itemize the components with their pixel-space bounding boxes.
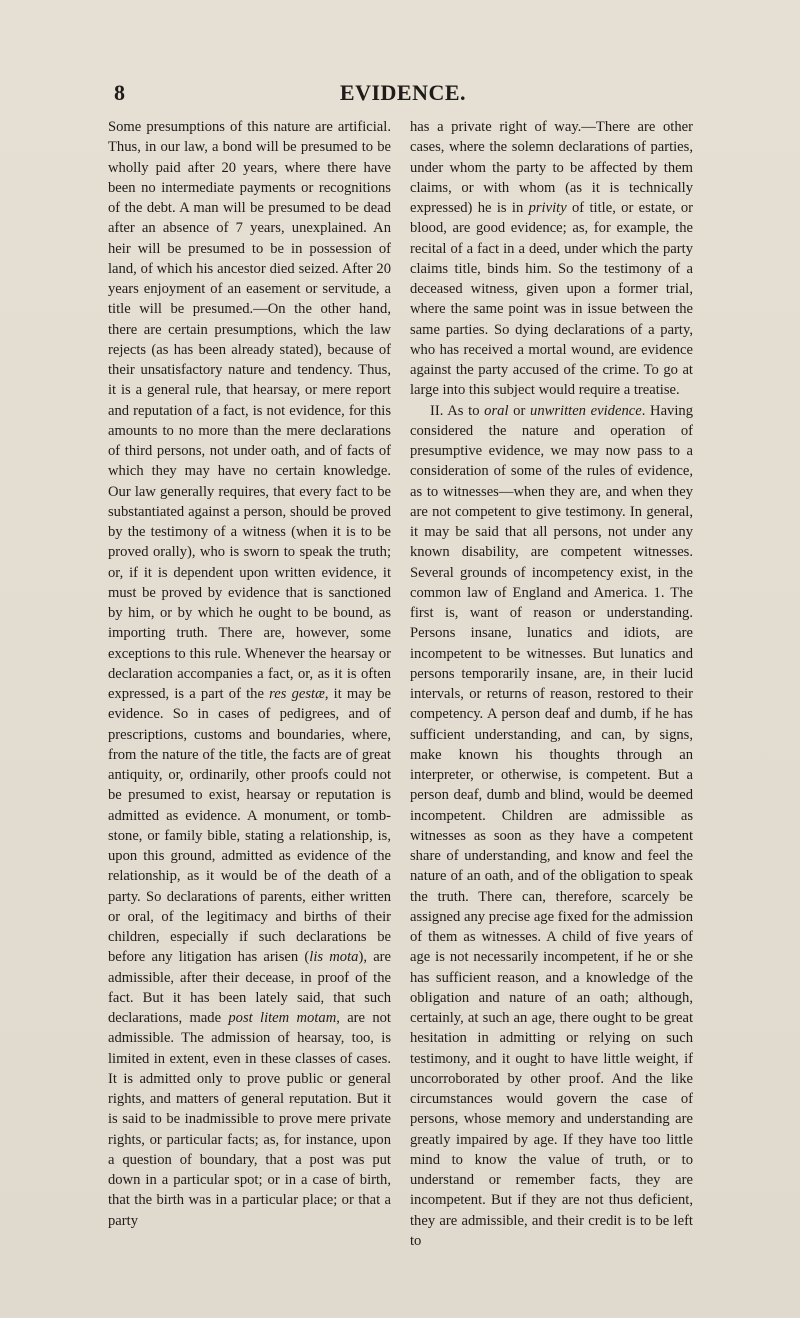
italic-term: oral [484, 402, 509, 419]
italic-term: lis mota [309, 949, 359, 966]
italic-term: unwritten evidence [530, 402, 642, 419]
left-column [108, 117, 391, 1257]
paragraph [410, 401, 693, 1252]
text-run: Some presumptions of this nature are artificial. Thus, in our law, a bond will be presumed to be wholly paid after 20 years, where there have been no intermediate payments or recognitions of the debt. A man will be presumed to be dead after an absence of 7 years, unexplained. An heir will be presumed to be in possession of land, of which his ancestor died seized. After 20 years enjoyment of an easement or servitude, a title will be presumed.—On the other hand, there are certain presumptions, which the law rejects (as has been already stated), because of their unsatisfactory nature and tendency. Thus, it is a general rule, that hearsay, or mere report and reputation of a fact, is not evidence, for this amounts to no more than the mere declarations of third persons, not under oath, and of facts of which they may have no certain knowledge. Our law generally requires, that every fact to be substantiated against a person, should be proved by the testimony of a witness (when it is to be proved orally), who is sworn to speak the truth; or, if it is dependent upon written evidence, it must be proved by evidence that is sanctioned by him, or by which he ought to be bound, as importing truth. There are, however, some exceptions to this rule. Whenever the hearsay or declaration accompanies a fact, or, as it is often expressed, is a part of the [108, 119, 391, 702]
page-number: 8 [114, 80, 125, 105]
italic-term: post litem motam [228, 1010, 337, 1026]
italic-term: res gestæ [269, 686, 325, 702]
text-run: II. As to [430, 402, 485, 419]
text-run: . Having considered the nature and operation of presumptive evidence, we may now pass to a consideration of some of the rules of evidence, as to witnesses—when they are, and when they are not competent to give testimony. In general, it may be said that all persons, not under any known disability, are competent witnesses. Several grounds of incompetency exist, in the common law of England and America. 1. The first is, want of reason or understanding. Persons insane, lunatics and idiots, are incompetent to be witnesses. But lunatics and persons temporarily insane, are, in their lucid intervals, or returns of reason, restored to their competency. A person deaf and dumb, if he has sufficient understanding, and can, by signs, make known his thoughts through an interpreter, or otherwise, is competent. But a person deaf, dumb and blind, would be deemed incompetent. Children are admissible as witnesses as soon as they have a competent share of understanding, and know and feel the nature of an oath, and of the obligation to speak the truth. There can, therefore, scarcely be assigned any precise age fixed for the admission of them as witnesses. A child of five years of age is not necessarily incompetent, if he or she has sufficient reason, and a knowledge of the obligation and nature of an oath; although, certainly, at such an age, there ought to be great hesitation in admitting or relying on such testimony, and it ought to have little weight, if uncorroborated by other proof. And the like circumstances would govern the case of persons, whose memory and understanding are greatly impaired by age. If they have too little mind to know the value of truth, or to understand or remember facts, they are incompetent. But if they are not thus deficient, they are admissible, and their credit is to be left to [410, 402, 693, 1249]
right-column [410, 117, 693, 1257]
text-run: , it may be evidence. So in cases of pedigrees, and of prescriptions, customs and boundaries, where, from the nature of the title, the facts are of great antiquity, or, ordinarily, other proofs could not be presumed to exist, hearsay or reputation is admitted as evidence. A monument, or tomb-stone, or family bible, stating a relationship, is, upon this ground, admitted as evidence of the relationship, as it would be of the death of a party. So declarations of parents, either written or oral, of the legitimacy and births of their children, especially if such declarations be before any litigation has arisen ( [108, 686, 391, 966]
text-run: or [508, 402, 531, 419]
text-run: , are not admissible. The admission of hearsay, too, is limited in extent, even in these classes of cases. It is admitted only to prove public or general rights, and matters of general reputation. But it is said to be inadmissible to prove mere private rights, or particular facts; as, for instance, upon a question of boundary, that a post was put down in a particular spot; or in a case of birth, that the birth was in a particular place; or that a party [108, 1010, 391, 1229]
running-head: EVIDENCE. [339, 80, 467, 105]
text-run: of title, or estate, or blood, are good evidence; as, for example, the recital of a fact in a deed, under which the party claims title, binds him. So the testimony of a deceased witness, given upon a former trial, where the same point was in issue between the same parties. So dying declarations of a party, who has received a mortal wound, are evidence against the party accused of the crime. To go at large into this subject would require a treatise. [410, 200, 693, 399]
text-run: ), are admissible, after their decease, in proof of the fact. But it has been lately said, that such declarations, made [108, 949, 391, 1026]
text-run: has a private right of way.—There are other cases, where the solemn declarations of parties, under whom the party to be affected by them claims, or with whom (as it is technically expressed) he is in [410, 119, 693, 216]
paragraph [410, 117, 693, 401]
page-header [108, 80, 698, 112]
italic-term: privity [528, 200, 567, 216]
paragraph [108, 117, 391, 1231]
